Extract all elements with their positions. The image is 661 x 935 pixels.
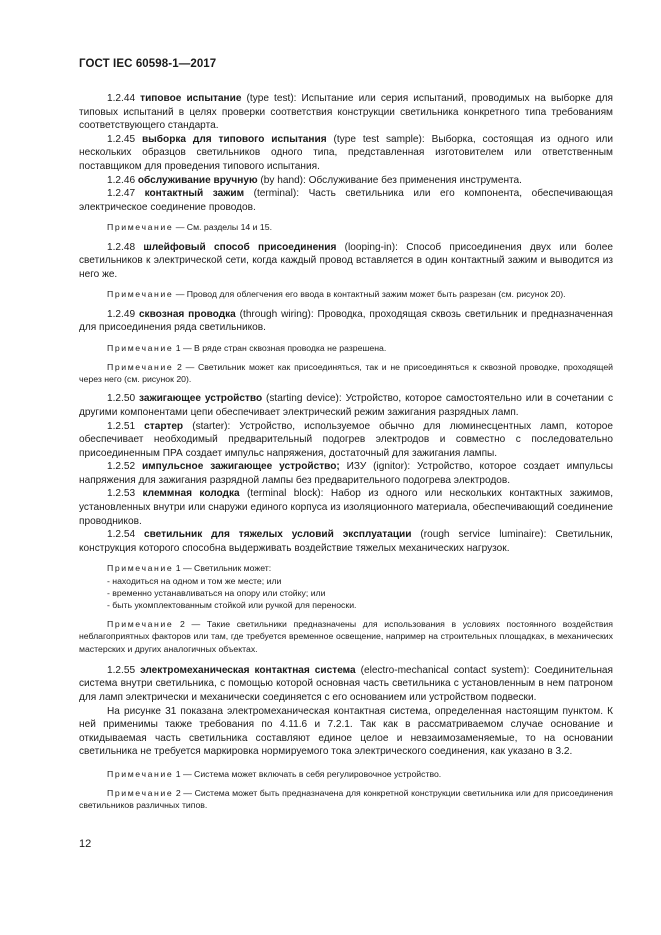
definition-1.2.47: 1.2.47 контактный зажим (terminal): Часть светильника или его компонента, обеспечивающая электрическое соединение проводов. [79,188,613,213]
definition-1.2.44: 1.2.44 типовое испытание (type test): Испытание или серия испытаний, проводимых на выборке для типовых испытаний в целях проверки соответствия конструкции светильника конкретного типа требованиям соответствующего стандарта. [79,93,613,132]
definition-1.2.53: 1.2.53 клеммная колодка (terminal block): Набор из одного или нескольких контактных зажимов, установленных внутри или снаружи единого корпуса из изоляционного материала, обеспечивающий соединение проводников. [79,488,613,527]
definition-1.2.54: 1.2.54 светильник для тяжелых условий эксплуатации (rough service luminaire): Светильник, конструкция которого способна выдерживать воздействие тяжелых механических нагрузок. [79,529,613,554]
note-1.2.54-1: Примечание 1 — Светильник может: [107,563,272,574]
document-header: ГОСТ IEC 60598-1—2017 [79,58,217,70]
definition-1.2.52: 1.2.52 импульсное зажигающее устройство; ИЗУ (ignitor): Устройство, которое создает импульсы напряжения для зажигания разрядной лампы без предварительного подогрева электродов. [79,461,613,486]
definition-1.2.45: 1.2.45 выборка для типового испытания (type test sample): Выборка, состоящая из одного или нескольких образцов светильников одного типа, представленная изготовителем или ответственным поставщиком для проведения типового испытания. [79,133,613,172]
note-bullet: - находиться на одном и том же месте; или [107,575,282,586]
definition-1.2.50: 1.2.50 зажигающее устройство (starting device): Устройство, которое самостоятельно или в сочетании с другими компонентами цепи обеспечивает электрический режим зажигания разрядных ламп. [79,393,613,418]
note-bullet: - временно устанавливаться на опору или стойку; или [107,587,326,598]
note-1.2.49-1: Примечание 1 — В ряде стран сквозная проводка не разрешена. [107,342,387,353]
definition-1.2.51: 1.2.51 стартер (starter): Устройство, используемое обычно для люминесцентных ламп, которое обеспечивает необходимый предварительный подогрев электродов и совместно с последовательно присоединенным ПРА создает импульс напряжения, достаточный для зажигания лампы. [79,420,613,459]
note-1.2.47: Примечание — См. разделы 14 и 15. [107,222,273,233]
definition-1.2.48: 1.2.48 шлейфовый способ присоединения (looping-in): Способ присоединения двух или более светильников к электрической сети, когда каждый провод вставляется в один контактный зажим и выводится из него же. [79,241,614,280]
note-1.2.49-2: Примечание 2 — Светильник может как присоединяться, так и не присоединяться к сквозной проводке, проходящей через него (см. рисунок 20). [79,361,613,385]
note-1.2.55-2: Примечание 2 — Система может быть предназначена для конкретной конструкции светильника или для присоединения светильников различных типов. [79,788,613,811]
definition-1.2.55: 1.2.55 электромеханическая контактная система (electro-mechanical contact system): Соединительная система внутри светильника, с помощью которой основная часть светильника с установленным в нем патроном для ламп электрически и механически соединяется с его основанием или устройством подвески. [79,664,614,704]
paragraph-1.2.55-continued: На рисунке 31 показана электромеханическая контактная система, определенная настоящим пунктом. К ней применимы также требования по 4.11.6 и 7.2.1. Так как в рассматриваемом случае основание и откидываемая часть светильника составляют единое целое и невзаимозаменяемые, то на основании светильника не требуется маркировка нормируемого тока электрического соединения, как указано в 3.2. [79,705,613,758]
document-body [79,92,613,812]
definition-1.2.46: 1.2.46 обслуживание вручную (by hand): Обслуживание без применения инструмента. [107,174,522,186]
page-number: 12 [79,838,92,850]
note-1.2.55-1: Примечание 1 — Система может включать в себя регулировочное устройство. [107,769,442,780]
note-1.2.54-2: Примечание 2 — Такие светильники предназначены для использования в условиях постоянного воздействия неблагоприятных факторов или там, где требуется временное освещение, например на строительных площадках, в механических мастерских и других аналогичных объектах. [79,619,613,654]
definition-1.2.49: 1.2.49 сквозная проводка (through wiring): Проводка, проходящая сквозь светильник и предназначенная для присоединения ряда светильников. [79,308,613,334]
note-bullet: - быть укомплектованным стойкой или ручкой для переноски. [107,600,357,611]
note-1.2.48: Примечание — Провод для облегчения его ввода в контактный зажим может быть разрезан (см. рисунок 20). [107,289,566,300]
